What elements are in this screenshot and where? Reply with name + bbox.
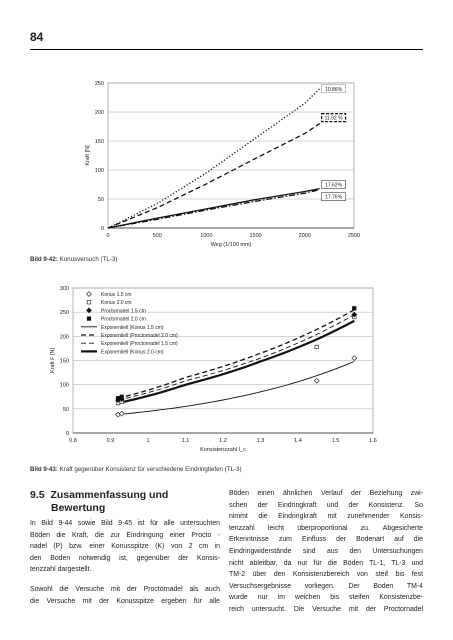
- y-tick-label: 100: [59, 382, 69, 389]
- legend-label: Konus 2.0 cm: [101, 300, 132, 307]
- annotation-label: 17.76%: [325, 194, 343, 201]
- y-tick-label: 250: [94, 81, 104, 87]
- text-line: den Boden notwendig ist, gegenüber der Konsis-: [30, 554, 220, 562]
- text-line: Böden einen ähnlichen Verlauf der Beziehung zwi-: [229, 490, 423, 497]
- data-point: [315, 345, 319, 349]
- text-line: Erkenntnisse zum Einfluss der Bodenart auf die: [229, 536, 423, 544]
- heading-number: 9.5: [30, 489, 45, 501]
- data-point: [87, 300, 91, 304]
- y-tick-label: 300: [59, 286, 69, 292]
- legend-label: Exponentiell (Proctornadel 2.0 cm): [101, 333, 178, 339]
- caption-text: Kraft gegenüber Konsistenz für verschiedene Eindringtiefen (TL-3): [57, 466, 242, 473]
- legend-label: Konus 1.5 cm: [101, 292, 132, 298]
- x-tick-label: 1.5: [331, 438, 340, 444]
- x-tick-label: 2000: [298, 233, 311, 239]
- text-line: Böden die Kraft, die zur Eindringung einer Procto -: [30, 531, 220, 539]
- series-line: [108, 190, 320, 228]
- text-line: nicht ableitbar, da nur für die Böden TL-1, TL-3 und: [229, 559, 423, 567]
- annotation-label: 11.92 %: [324, 115, 343, 122]
- data-point: [87, 292, 92, 297]
- x-tick-label: 2500: [347, 233, 361, 239]
- y-tick-label: 150: [94, 139, 104, 145]
- y-tick-label: 100: [94, 168, 104, 174]
- x-tick-label: 0: [106, 233, 110, 239]
- caption-text: Konusversuch (TL-3): [57, 256, 118, 263]
- text-line: wurde nur im weichen bis steifen Konsistenzbe-: [229, 594, 423, 602]
- caption-bild-9-43: [30, 466, 242, 473]
- x-tick-label: 0.9: [106, 438, 115, 444]
- text-line: tenzzahl leicht überproportional zu. Abgesicherte: [229, 524, 423, 532]
- x-tick-label: 1.2: [219, 438, 227, 444]
- x-axis-label: Konsistenzzahl I_c: [200, 447, 246, 453]
- text-line: nimmt die Eindringkraft mit zunehmender Konsis-: [229, 513, 423, 521]
- y-tick-label: 250: [59, 310, 69, 317]
- chart-kraft-konsistenz: [45, 282, 385, 462]
- x-tick-label: 1.3: [256, 438, 265, 444]
- paragraph-gap: [30, 576, 220, 584]
- heading-line-2: Bewertung: [51, 502, 106, 514]
- right-column-text: [229, 488, 423, 616]
- y-tick-label: 50: [97, 197, 104, 203]
- x-tick-label: 1000: [200, 233, 213, 239]
- text-line: Eindringwiderstände sind aus den Untersuchungen: [229, 547, 423, 555]
- x-tick-label: 1.4: [294, 438, 302, 444]
- legend-label: Proctornadel 1.5 cm: [101, 308, 146, 315]
- y-tick-label: 0: [100, 226, 104, 232]
- data-point: [352, 356, 357, 361]
- legend-label: Exponentiell (Konus 1.5 cm): [101, 324, 164, 331]
- x-tick-label: 1.1: [181, 438, 190, 444]
- data-point: [120, 395, 124, 399]
- text-line: TM-2 über den Konsistenzbereich von steif bis fest: [229, 571, 423, 579]
- chart-konusversuch: [80, 75, 370, 250]
- y-tick-label: 200: [94, 110, 104, 116]
- header-rule: [30, 49, 423, 50]
- data-point: [314, 378, 319, 383]
- data-point: [352, 307, 356, 311]
- text-line: reich untersucht. Die Versuche mit der Proctornadel: [229, 605, 423, 613]
- y-tick-label: 150: [59, 358, 69, 365]
- text-line: schen der Eindringkraft und der Konsistenz. So: [229, 501, 423, 509]
- x-tick-label: 1.6: [369, 438, 377, 444]
- y-axis-label: Kraft [N]: [85, 145, 91, 166]
- annotation-label: 17.62%: [325, 182, 343, 189]
- text-line: Sowohl die Versuche mit der Proctornadel als auch: [30, 585, 220, 593]
- annotation-label: 10.86%: [325, 86, 343, 93]
- y-axis-label: Kraft F [N]: [50, 347, 56, 374]
- x-tick-label: 0.8: [69, 438, 77, 444]
- text-line: tenzzahl dargestellt.: [30, 566, 92, 574]
- legend-label: Exponentiell (Proctornadel 1.5 cm): [101, 341, 178, 348]
- data-point: [87, 317, 91, 321]
- left-column-text: [30, 518, 220, 607]
- x-axis-label: Weg (1/100 mm): [210, 242, 252, 248]
- heading-line-1: [30, 489, 210, 502]
- x-tick-label: 1: [146, 438, 150, 444]
- data-point: [116, 396, 120, 400]
- legend-label: Exponentiell (Konus 2.0 cm): [101, 349, 164, 356]
- y-tick-label: 0: [65, 431, 69, 437]
- caption-bild-9-42: [30, 256, 117, 263]
- caption-label: Bild 9-42:: [30, 256, 58, 263]
- legend-label: Proctornadel 2.0 cm: [101, 316, 146, 323]
- y-tick-label: 50: [62, 406, 69, 413]
- text-line: In Bild 9-44 sowie Bild 9-45 ist für alle untersuchten: [30, 520, 220, 527]
- plot-frame: [108, 83, 354, 228]
- y-tick-label: 200: [59, 334, 69, 341]
- section-heading: [30, 489, 210, 515]
- x-tick-label: 500: [152, 233, 162, 239]
- page-number: 84: [30, 30, 44, 44]
- heading-title-1: Zusammenfassung und: [50, 489, 169, 501]
- caption-label: Bild 9-43:: [30, 466, 58, 473]
- text-line: Versuchsergebnisse vorliegen. Der Boden TM-4: [229, 582, 423, 590]
- text-line: die Versuche mit der Konusspitze ergeben für alle: [30, 597, 220, 605]
- text-line: nadel (P) bzw. einer Konusspitze (K) von 2 cm in: [30, 543, 220, 551]
- x-tick-label: 1500: [249, 233, 262, 239]
